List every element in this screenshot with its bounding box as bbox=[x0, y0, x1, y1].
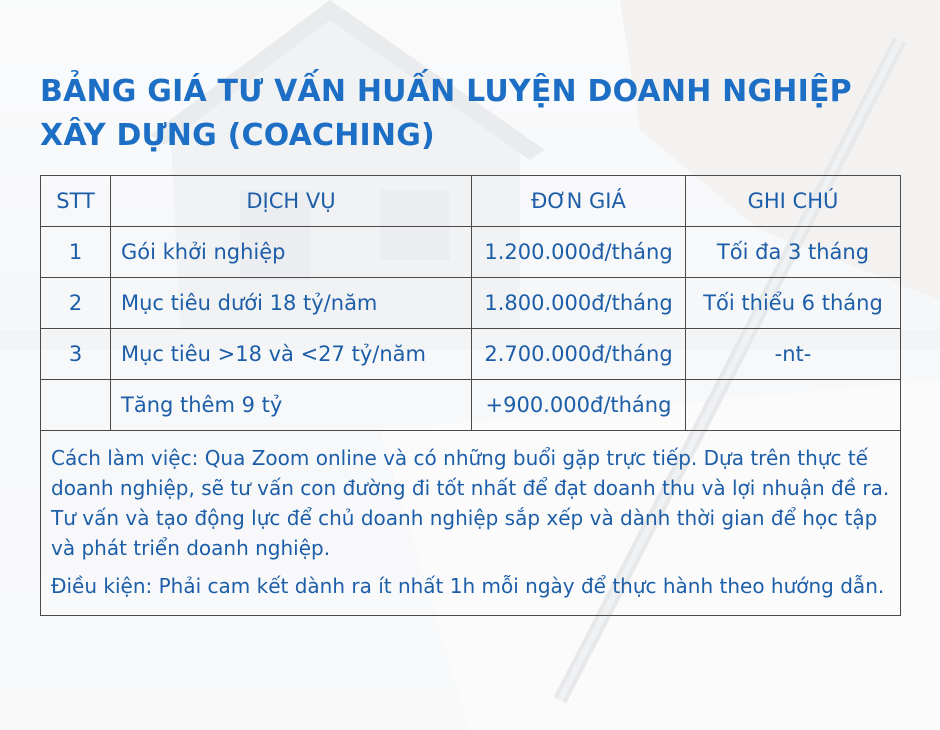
cell-note bbox=[686, 380, 901, 431]
cell-price: 1.200.000đ/tháng bbox=[472, 227, 686, 278]
header-note: GHI CHÚ bbox=[686, 176, 901, 227]
table-header-row bbox=[41, 176, 901, 227]
cell-service: Mục tiêu >18 và <27 tỷ/năm bbox=[111, 329, 472, 380]
conditions-text: Điều kiện: Phải cam kết dành ra ít nhất 1h mỗi ngày để thực hành theo hướng dẫn. bbox=[51, 574, 885, 598]
page-title bbox=[40, 70, 910, 158]
table-row bbox=[41, 227, 901, 278]
table-row bbox=[41, 278, 901, 329]
cell-stt: 2 bbox=[41, 278, 111, 329]
working-method-text: Cách làm việc: Qua Zoom online và có những buổi gặp trực tiếp. Dựa trên thực tế doanh nghiệp, sẽ tư vấn con đường đi tốt nhất để đạt doanh thu và lợi nhuận đề ra. Tư vấn và tạo động lực để chủ doanh nghiệp sắp xếp và dành thời gian để học tập và phát triển doanh nghiệp. bbox=[51, 446, 890, 560]
cell-stt bbox=[41, 380, 111, 431]
cell-price: +900.000đ/tháng bbox=[472, 380, 686, 431]
title-line-1: BẢNG GIÁ TƯ VẤN HUẤN LUYỆN DOANH NGHIỆP bbox=[40, 74, 852, 109]
cell-note: -nt- bbox=[686, 329, 901, 380]
cell-note: Tối thiểu 6 tháng bbox=[686, 278, 901, 329]
price-table bbox=[40, 175, 901, 616]
title-line-2: XÂY DỰNG (COACHING) bbox=[40, 118, 435, 153]
footer-notes-cell bbox=[41, 431, 901, 616]
cell-stt: 3 bbox=[41, 329, 111, 380]
header-service: DỊCH VỤ bbox=[111, 176, 472, 227]
header-price: ĐƠN GIÁ bbox=[472, 176, 686, 227]
header-stt: STT bbox=[41, 176, 111, 227]
table-row bbox=[41, 329, 901, 380]
table-row bbox=[41, 380, 901, 431]
cell-price: 2.700.000đ/tháng bbox=[472, 329, 686, 380]
cell-service: Gói khởi nghiệp bbox=[111, 227, 472, 278]
cell-service: Mục tiêu dưới 18 tỷ/năm bbox=[111, 278, 472, 329]
table-footer-row bbox=[41, 431, 901, 616]
cell-stt: 1 bbox=[41, 227, 111, 278]
cell-service: Tăng thêm 9 tỷ bbox=[111, 380, 472, 431]
cell-price: 1.800.000đ/tháng bbox=[472, 278, 686, 329]
cell-note: Tối đa 3 tháng bbox=[686, 227, 901, 278]
